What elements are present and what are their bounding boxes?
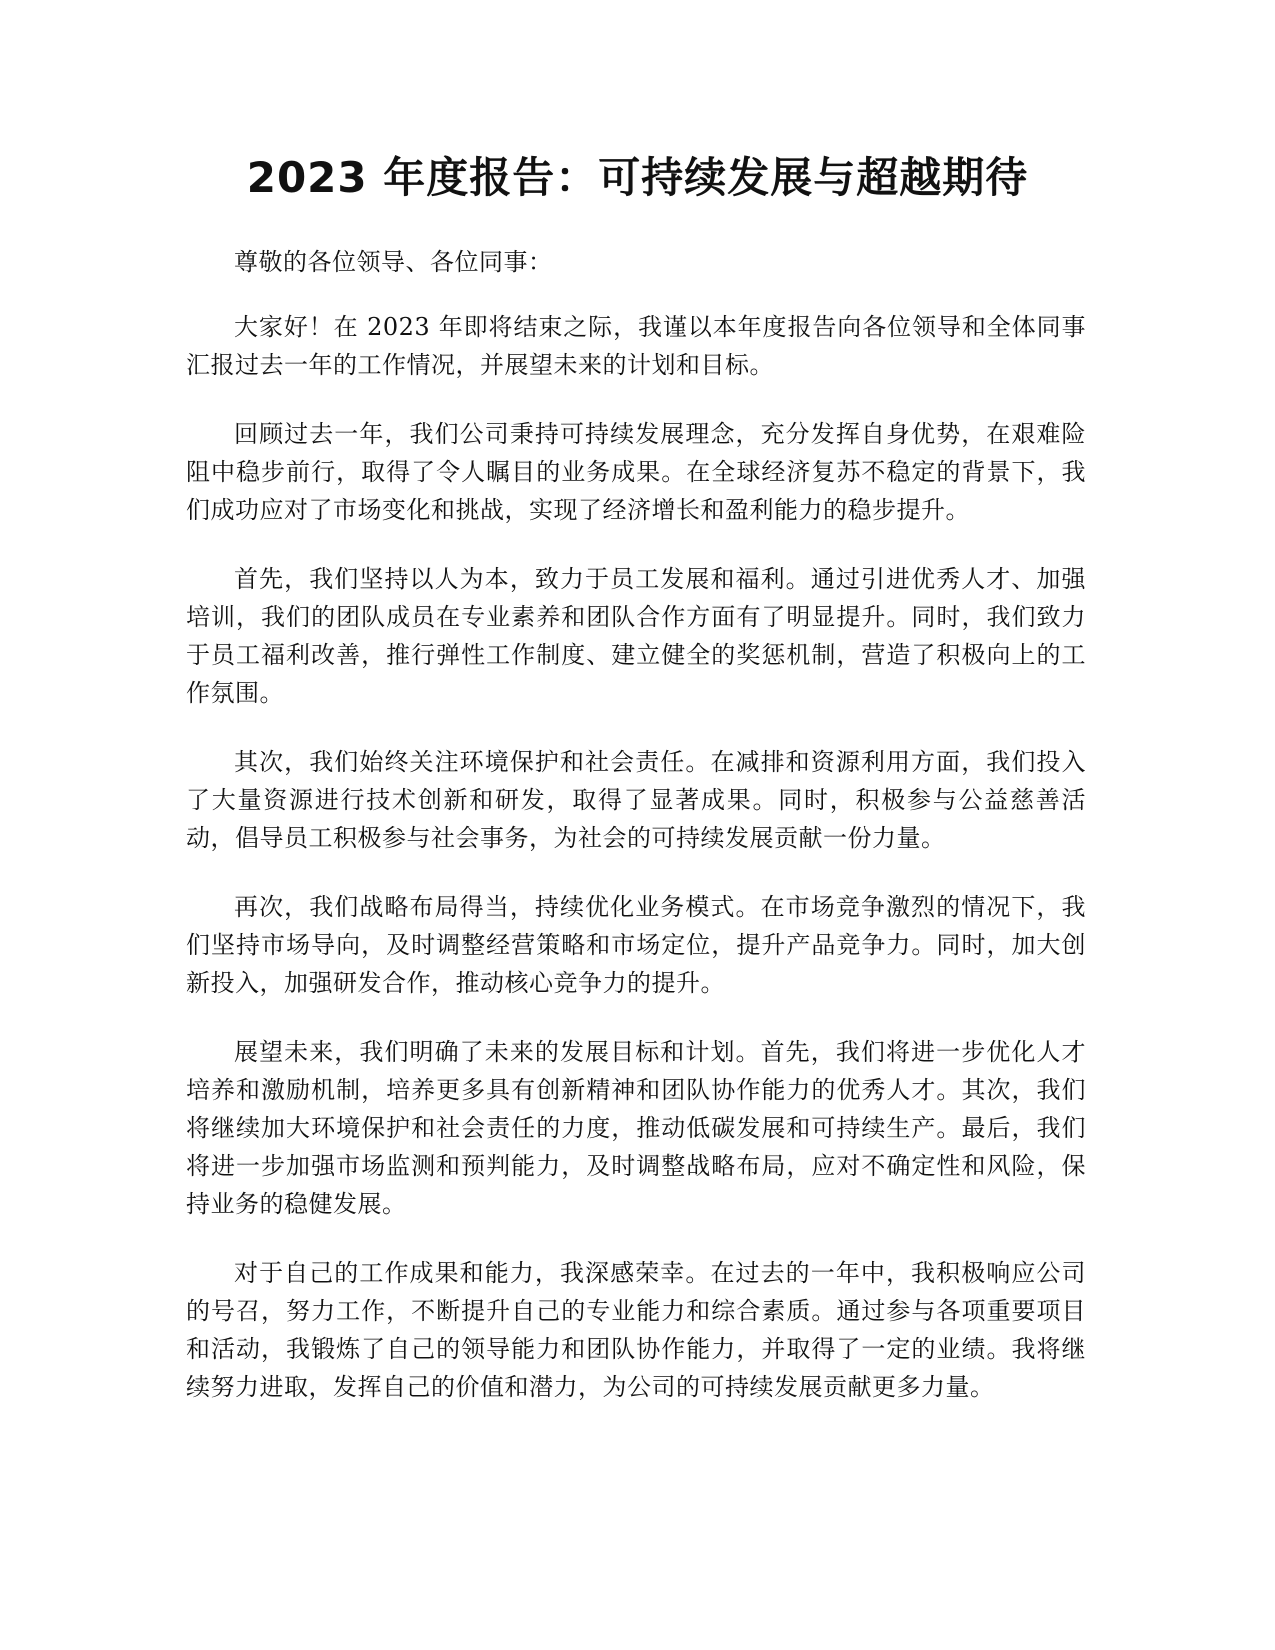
document-body bbox=[186, 243, 1086, 1437]
paragraph-greeting: 大家好！在 2023 年即将结束之际，我谨以本年度报告向各位领导和全体同事汇报过去一年的工作情况，并展望未来的计划和目标。 bbox=[186, 313, 1086, 379]
salutation: 尊敬的各位领导、各位同事： bbox=[234, 248, 553, 276]
paragraph-employees: 首先，我们坚持以人为本，致力于员工发展和福利。通过引进优秀人才、加强培训，我们的团队成员在专业素养和团队合作方面有了明显提升。同时，我们致力于员工福利改善，推行弹性工作制度、建立健全的奖惩机制，营造了积极向上的工作氛围。 bbox=[186, 565, 1086, 707]
document-title: 2023 年度报告：可持续发展与超越期待 bbox=[246, 153, 1029, 202]
paragraph-strategy: 再次，我们战略布局得当，持续优化业务模式。在市场竞争激烈的情况下，我们坚持市场导向，及时调整经营策略和市场定位，提升产品竞争力。同时，加大创新投入，加强研发合作，推动核心竞争力的提升。 bbox=[186, 893, 1086, 997]
paragraph-personal: 对于自己的工作成果和能力，我深感荣幸。在过去的一年中，我积极响应公司的号召，努力工作，不断提升自己的专业能力和综合素质。通过参与各项重要项目和活动，我锻炼了自己的领导能力和团队协作能力，并取得了一定的业绩。我将继续努力进取，发挥自己的价值和潜力，为公司的可持续发展贡献更多力量。 bbox=[186, 1259, 1086, 1401]
paragraph-outlook: 展望未来，我们明确了未来的发展目标和计划。首先，我们将进一步优化人才培养和激励机制，培养更多具有创新精神和团队协作能力的优秀人才。其次，我们将继续加大环境保护和社会责任的力度，推动低碳发展和可持续生产。最后，我们将进一步加强市场监测和预判能力，及时调整战略布局，应对不确定性和风险，保持业务的稳健发展。 bbox=[186, 1038, 1086, 1218]
paragraph-review: 回顾过去一年，我们公司秉持可持续发展理念，充分发挥自身优势，在艰难险阻中稳步前行，取得了令人瞩目的业务成果。在全球经济复苏不稳定的背景下，我们成功应对了市场变化和挑战，实现了经济增长和盈利能力的稳步提升。 bbox=[186, 420, 1086, 524]
paragraph-environment: 其次，我们始终关注环境保护和社会责任。在减排和资源利用方面，我们投入了大量资源进行技术创新和研发，取得了显著成果。同时，积极参与公益慈善活动，倡导员工积极参与社会事务，为社会的可持续发展贡献一份力量。 bbox=[186, 748, 1086, 852]
